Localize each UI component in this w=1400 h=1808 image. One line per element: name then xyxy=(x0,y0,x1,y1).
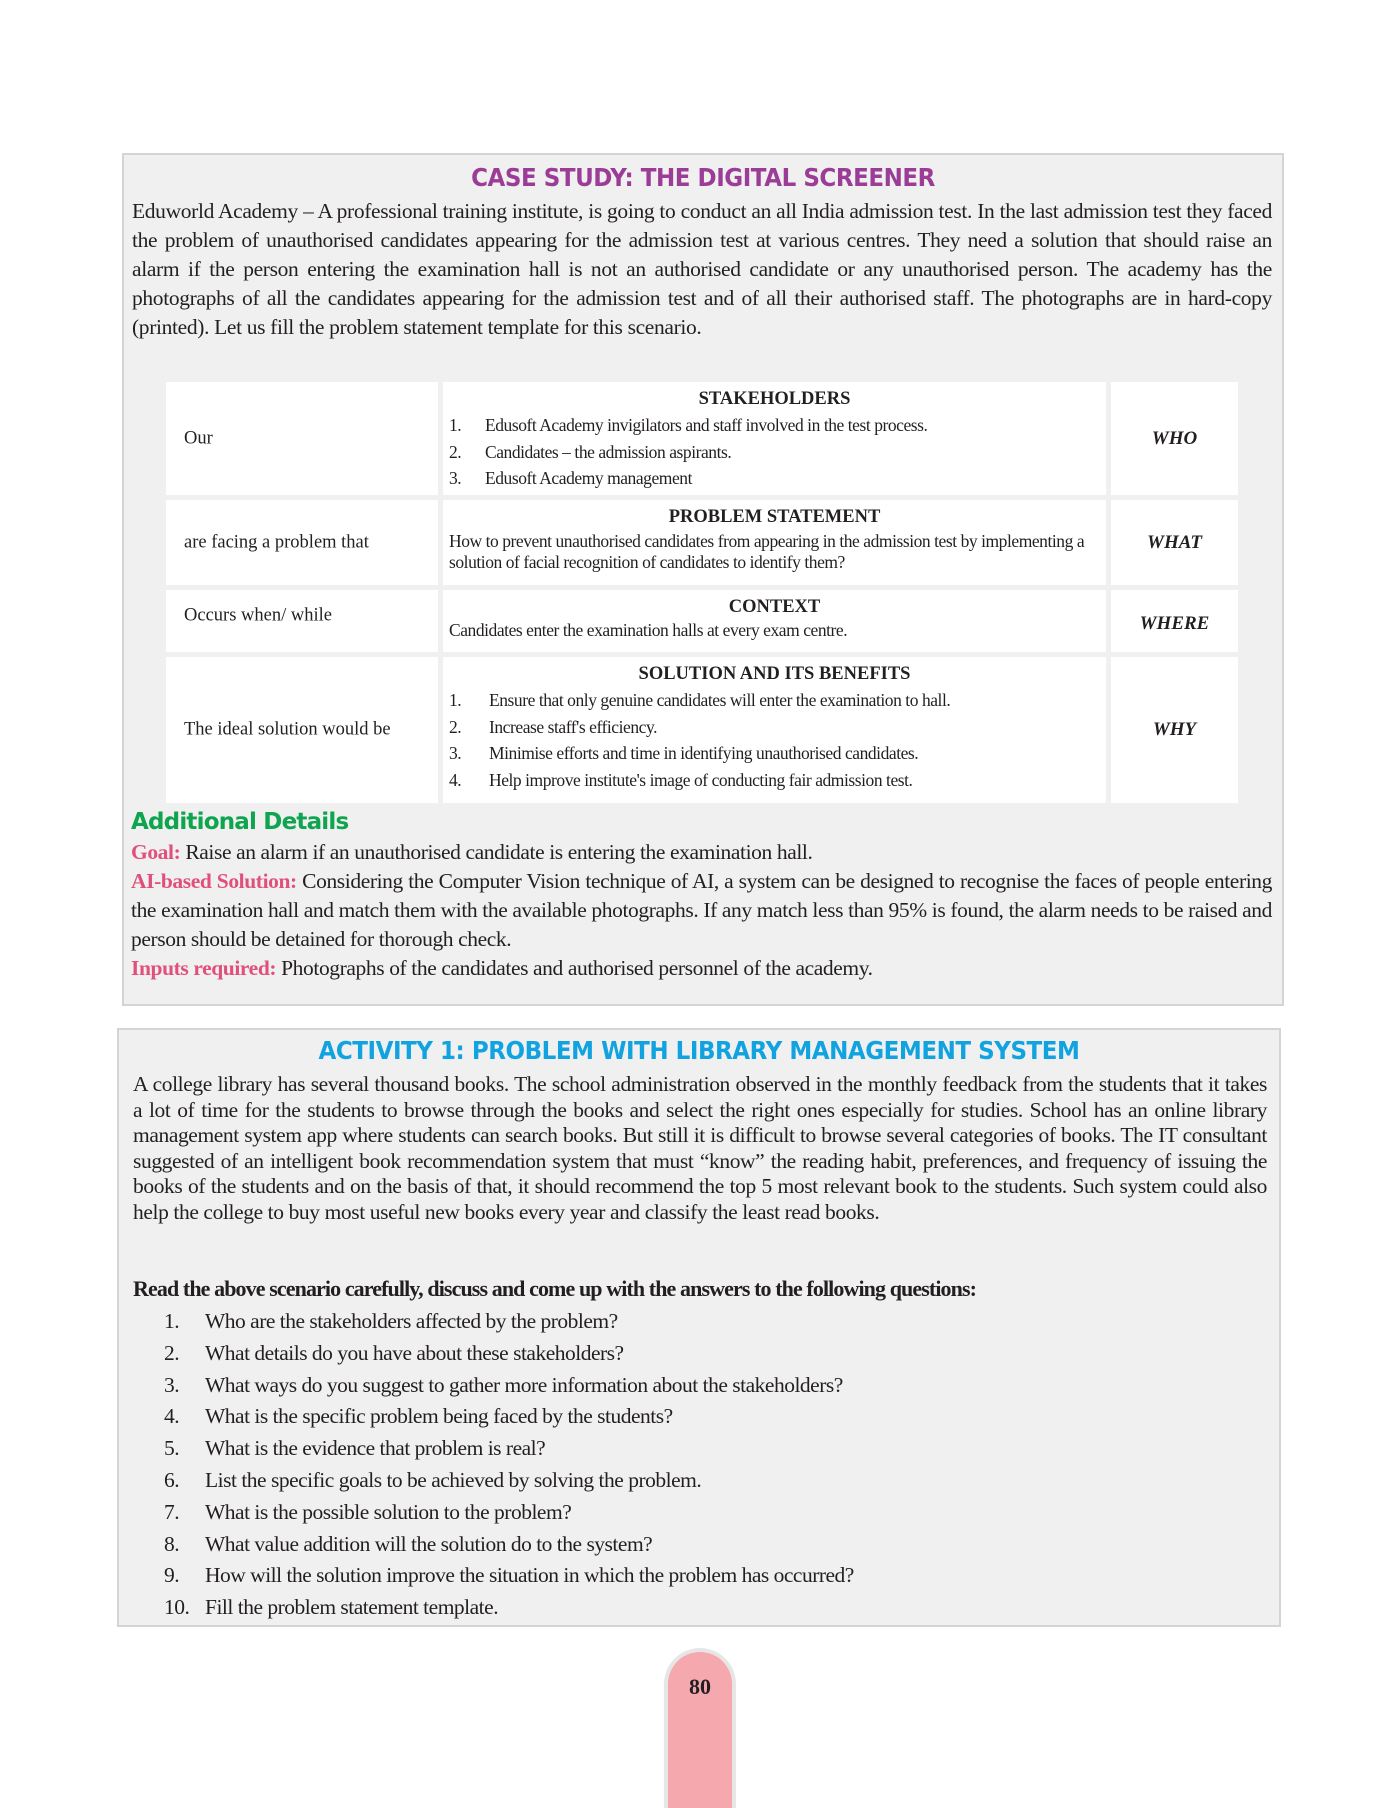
template-content-cell xyxy=(443,657,1106,803)
goal-text: Raise an alarm if an unauthorised candidate is entering the examination hall. xyxy=(185,840,813,864)
template-label-cell xyxy=(166,590,438,652)
template-text: Candidates enter the examination halls at every exam centre. xyxy=(449,620,848,640)
activity-title: ACTIVITY 1: PROBLEM WITH LIBRARY MANAGEMENT SYSTEM xyxy=(318,1036,1080,1065)
solution-line xyxy=(131,867,1272,954)
question-item: 2. What details do you have about these stakeholders? xyxy=(164,1340,624,1365)
inputs-label: Inputs required: xyxy=(131,956,277,980)
additional-details-title: Additional Details xyxy=(131,809,349,835)
template-text: How to prevent unauthorised candidates from appearing in the admission test by implementing a solution of facial recognition of candidates to identify them? xyxy=(449,531,1085,572)
goal-label: Goal: xyxy=(131,840,181,864)
template-label: Occurs when/ while xyxy=(184,605,332,626)
template-heading: SOLUTION AND ITS BENEFITS xyxy=(638,664,911,684)
list-item: 3. Edusoft Academy management xyxy=(449,468,692,488)
template-label-cell xyxy=(166,500,438,585)
solution-text: Considering the Computer Vision technique of AI, a system can be designed to recognise the faces of people entering the examination hall and match them with the available photographs. If any match less than 95% is found, the alarm needs to be raised and person should be detained for thorough check. xyxy=(131,869,1272,951)
template-content-cell xyxy=(443,382,1106,495)
template-label-cell xyxy=(166,382,438,495)
question-item: 8. What value addition will the solution do to the system? xyxy=(164,1531,653,1556)
stakeholder-list xyxy=(443,412,1106,492)
template-content-cell xyxy=(443,590,1106,652)
template-heading: PROBLEM STATEMENT xyxy=(668,507,881,527)
question-item: 1. Who are the stakeholders affected by the problem? xyxy=(164,1309,618,1333)
solution-label: AI-based Solution: xyxy=(131,869,297,893)
benefits-list xyxy=(443,687,1106,793)
template-tag: WHAT xyxy=(1147,531,1202,553)
case-study-box xyxy=(122,153,1284,1006)
template-tag: WHO xyxy=(1151,427,1198,449)
question-item: 7. What is the possible solution to the problem? xyxy=(164,1499,572,1524)
template-label: The ideal solution would be xyxy=(184,719,391,740)
inputs-text: Photographs of the candidates and authorised personnel of the academy. xyxy=(281,956,873,980)
list-item: 2. Candidates – the admission aspirants. xyxy=(449,441,732,462)
additional-details xyxy=(131,806,1272,983)
question-item: 10. Fill the problem statement template. xyxy=(164,1595,499,1620)
list-item: 2. Increase staff's efficiency. xyxy=(449,716,658,737)
template-tag: WHY xyxy=(1152,719,1197,740)
template-content-cell xyxy=(443,500,1106,585)
page-number: 80 xyxy=(689,1674,711,1699)
list-item: 3. Minimise efforts and time in identifying unauthorised candidates. xyxy=(449,743,919,763)
case-study-title: CASE STUDY: THE DIGITAL SCREENER xyxy=(471,163,935,192)
template-tag: WHERE xyxy=(1139,613,1210,635)
question-item: 9. How will the solution improve the situation in which the problem has occurred? xyxy=(164,1563,854,1588)
list-item: 1. Ensure that only genuine candidates will enter the examination to hall. xyxy=(449,690,951,710)
question-item: 3. What ways do you suggest to gather more information about the stakeholders? xyxy=(164,1372,843,1397)
activity-scenario: A college library has several thousand books. The school administration observed in the monthly feedback from the students that it takes a lot of time for the students to browse through the books and select the right ones especially for studies. School has an online library management system app where students can search books. But still it is difficult to browse several categories of books. The IT consultant suggested of an intelligent book recommendation system that must “know” the reading habit, preferences, and frequency of issuing the books of the students and on the basis of that, it should recommend the top 5 most relevant book to the students. Such system could also help the college to buy most useful new books every year and classify the least read books. xyxy=(133,1072,1267,1224)
template-label: Our xyxy=(184,428,213,448)
template-tag-cell xyxy=(1111,590,1238,652)
case-study-intro: Eduworld Academy – A professional training institute, is going to conduct an all India admission test. In the last admission test they faced the problem of unauthorised candidates appearing for the admission test at various centres. They need a solution that should raise an alarm if the person entering the examination hall is not an authorised candidate or any unauthorised person. The academy has the photographs of all the candidates appearing for the admission test and of all their authorised staff. The photographs are in hard-copy (printed). Let us fill the problem statement template for this scenario. xyxy=(132,199,1272,339)
question-item: 5. What is the evidence that problem is real? xyxy=(164,1436,546,1461)
template-heading: CONTEXT xyxy=(728,597,821,617)
inputs-line xyxy=(131,954,1272,983)
template-tag-cell xyxy=(1111,382,1238,495)
question-item: 4. What is the specific problem being faced by the students? xyxy=(164,1404,673,1429)
list-item: 4. Help improve institute's image of conducting fair admission test. xyxy=(449,769,913,790)
template-heading: STAKEHOLDERS xyxy=(698,389,851,409)
template-label: are facing a problem that xyxy=(184,532,369,552)
question-item: 6. List the specific goals to be achieved by solving the problem. xyxy=(164,1467,702,1492)
template-label-cell xyxy=(166,657,438,803)
template-tag-cell xyxy=(1111,500,1238,585)
question-list xyxy=(164,1306,854,1624)
page-number-tab xyxy=(664,1648,736,1808)
activity-prompt: Read the above scenario carefully, discuss and come up with the answers to the following questions: xyxy=(133,1276,977,1301)
list-item: 1. Edusoft Academy invigilators and staff involved in the test process. xyxy=(449,415,928,435)
goal-line xyxy=(131,838,1272,867)
activity-box xyxy=(117,1028,1281,1627)
template-tag-cell xyxy=(1111,657,1238,803)
